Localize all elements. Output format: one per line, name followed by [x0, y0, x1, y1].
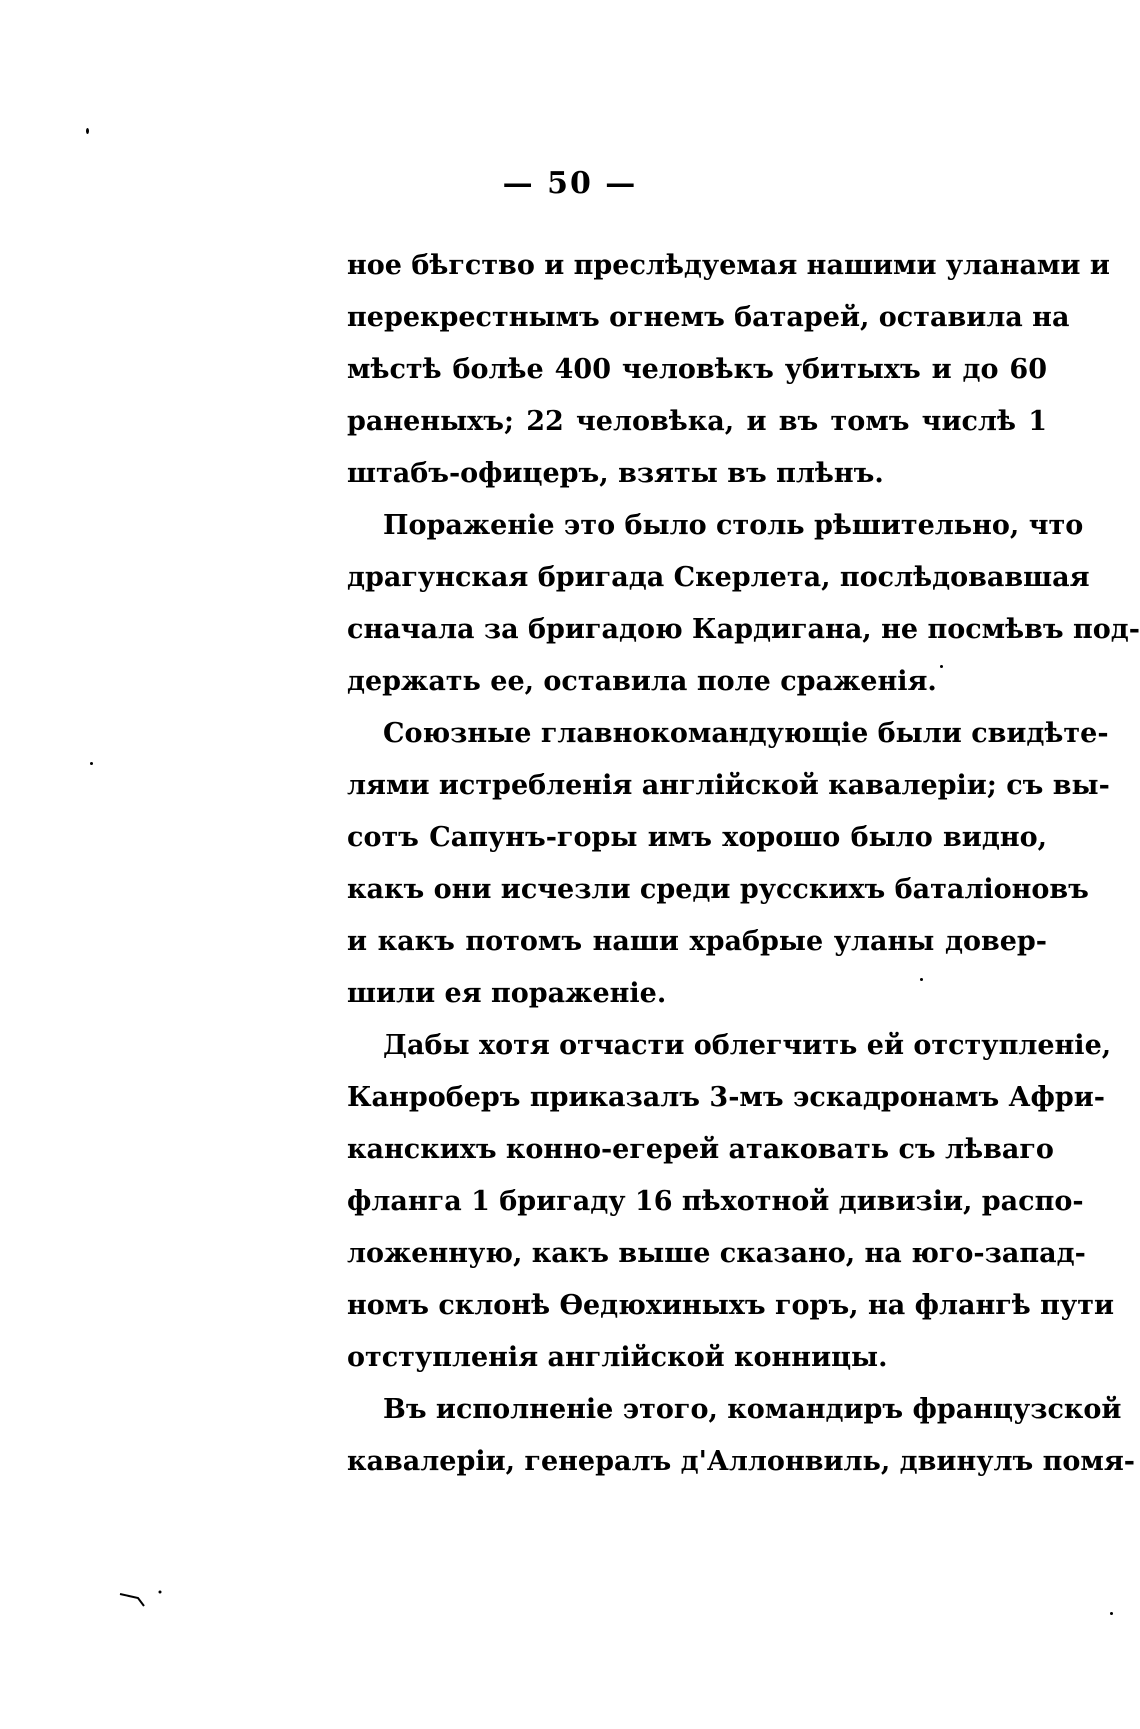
text-line: сотъ Сапунъ-горы имъ хорошо было видно, [347, 822, 1047, 853]
text-line: ложенную, какъ выше сказано, на юго-запад- [347, 1238, 1086, 1269]
text-line: какъ они исчезли среди русскихъ баталіоновъ [347, 874, 1089, 905]
text-line: Пораженіе это было столь рѣшительно, что [383, 510, 1084, 541]
text-line: фланга 1 бригаду 16 пѣхотной дивизіи, распо- [347, 1186, 1084, 1217]
text-line: и какъ потомъ наши храбрые уланы довер- [347, 926, 1047, 957]
text-line: держать ее, оставила поле сраженія. [347, 666, 937, 697]
text-line: отступленія англійской конницы. [347, 1342, 888, 1373]
scan-speck [86, 128, 89, 134]
text-line: Канроберъ приказалъ 3-мъ эскадронамъ Афри- [347, 1082, 1106, 1113]
text-line: канскихъ конно-егерей атаковать съ лѣваго [347, 1134, 1054, 1165]
text-line: ное бѣгство и преслѣдуемая нашими уланами и [347, 250, 1110, 281]
scan-speck [940, 665, 943, 668]
text-line: кавалеріи, генералъ д'Аллонвиль, двинулъ помя- [347, 1446, 1136, 1477]
text-line: Союзные главнокомандующіе были свидѣте- [383, 718, 1109, 749]
text-line: Въ исполненіе этого, командиръ французской [383, 1394, 1122, 1425]
text-line: штабъ-офицеръ, взяты въ плѣнъ. [347, 458, 884, 489]
text-line: сначала за бригадою Кардигана, не посмѣвъ под- [347, 614, 1140, 645]
paragraph [347, 1384, 1136, 1488]
scan-speck [1110, 1612, 1113, 1615]
text-line: номъ склонѣ Ѳедюхиныхъ горъ, на флангѣ пути [347, 1290, 1114, 1321]
text-line: лями истребленія англійской кавалеріи; съ вы- [347, 770, 1110, 801]
text-line: драгунская бригада Скерлета, послѣдовавшая [347, 562, 1090, 593]
body-text [347, 240, 1140, 1488]
text-line: шили ея пораженіе. [347, 978, 667, 1009]
text-line: перекрестнымъ огнемъ батарей, оставила на [347, 302, 1070, 333]
scan-speck [90, 762, 93, 765]
text-line: мѣстѣ болѣе 400 человѣкъ убитыхъ и до 60 [347, 354, 1047, 385]
scan-mark [118, 1588, 168, 1618]
paragraph [347, 240, 1110, 500]
paragraph [347, 708, 1110, 1020]
text-line: Дабы хотя отчасти облегчить ей отступленіе, [383, 1030, 1112, 1061]
scan-speck [920, 978, 923, 981]
paragraph [347, 500, 1140, 708]
text-line: раненыхъ; 22 человѣка, и въ томъ числѣ 1 [347, 406, 1047, 437]
page-number: — 50 — [502, 166, 638, 201]
paragraph [347, 1020, 1114, 1384]
